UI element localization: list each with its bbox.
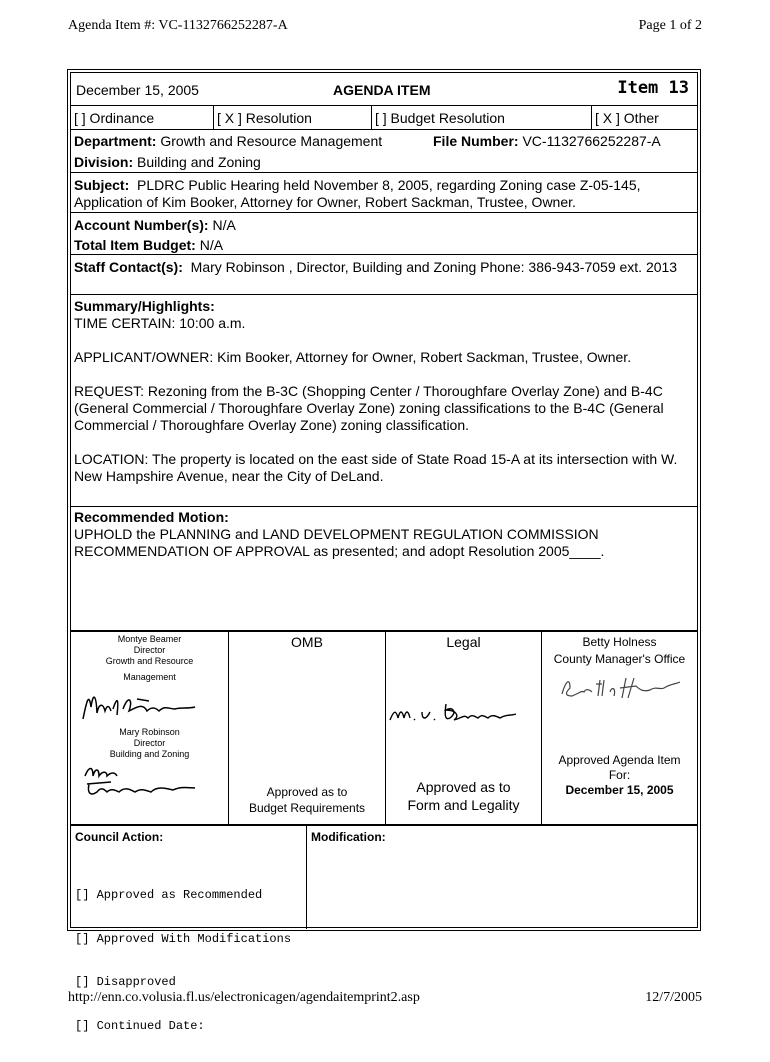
manager-approved-date: December 15, 2005 [565, 783, 674, 797]
approval-department [71, 632, 229, 824]
page-footer-date: 12/7/2005 [645, 990, 702, 1005]
approver-department: Management [123, 672, 176, 682]
approval-omb [229, 632, 386, 824]
approver-name: Mary Robinson [119, 727, 180, 737]
department-value: Growth and Resource Management [160, 133, 383, 149]
council-option: [] Continued Date: [75, 1018, 205, 1033]
account-row [71, 213, 697, 255]
omb-heading: OMB [291, 634, 323, 650]
page-header-left: Agenda Item #: VC-1132766252287-A [68, 18, 288, 33]
approver-title: Director [133, 738, 166, 748]
staff-value: Mary Robinson , Director, Building and Zoning Phone: 386-943-7059 ext. 2013 [190, 259, 678, 275]
file-number-label: File Number: [433, 133, 519, 149]
account-label: Account Number(s): [74, 217, 209, 233]
page-footer-url: http://enn.co.volusia.fl.us/electronicagen/agendaitemprint2.asp [68, 990, 420, 1005]
division-value: Building and Zoning [137, 154, 261, 170]
subject-row [71, 173, 697, 213]
file-number-value: VC-1132766252287-A [522, 133, 661, 149]
legal-form-legality: Form and Legality [407, 797, 520, 813]
approver-department: Growth and Resource [105, 656, 194, 666]
council-option: [] Disapproved [75, 975, 176, 989]
legal-approved-as: Approved as to [416, 779, 511, 795]
council-action-label: Council Action: [75, 830, 164, 844]
summary-paragraph: TIME CERTAIN: 10:00 a.m. [74, 315, 246, 331]
title-row [71, 73, 697, 106]
subject-label: Subject: [74, 177, 130, 193]
type-ordinance: [ ] Ordinance [71, 106, 214, 130]
item-number: Item 13 [617, 78, 689, 98]
type-other: [ X ] Other [595, 110, 659, 126]
motion-label: Recommended Motion: [74, 509, 229, 525]
omb-budget-requirements: Budget Requirements [248, 801, 366, 815]
approval-county-manager [542, 632, 697, 824]
modification-label: Modification: [311, 830, 386, 844]
page-header-right: Page 1 of 2 [638, 18, 702, 33]
approver-name: Montye Beamer [117, 634, 182, 644]
motion-row [71, 507, 697, 632]
approver-department: Building and Zoning [109, 749, 190, 759]
subject-value: PLDRC Public Hearing held November 8, 2005, regarding Zoning case Z-05-145, Application of Kim Booker, Attorney for Owner, Robert Sackman, Trustee, Owner. [74, 177, 641, 210]
council-option: [] Approved as Recommended [75, 888, 263, 902]
signature-beamer [79, 689, 209, 725]
type-budget-resolution: [ ] Budget Resolution [372, 106, 592, 130]
budget-label: Total Item Budget: [74, 237, 196, 253]
omb-approved-as: Approved as to [266, 785, 348, 799]
manager-approved-label: Approved Agenda Item [558, 753, 681, 767]
department-row [71, 130, 697, 173]
summary-row [71, 295, 697, 507]
approvals-row [71, 632, 697, 826]
summary-paragraph: REQUEST: Rezoning from the B-3C (Shopping Center / Thoroughfare Overlay Zone) and B-4C (General Commercial / Thoroughfare Overlay Zone) zoning classifications to the B-4C (General Commercial / Thoroughfare Overlay Zone) zoning classification. [74, 383, 664, 433]
signature-robinson [81, 764, 201, 800]
signature-brennan [388, 696, 528, 726]
manager-office: County Manager's Office [553, 652, 686, 666]
motion-value: UPHOLD the PLANNING and LAND DEVELOPMENT REGULATION COMMISSION RECOMMENDATION OF APPROVAL as presented; and adopt Resolution 2005____. [74, 526, 605, 559]
council-option: [] Approved With Modifications [75, 931, 292, 946]
staff-row [71, 255, 697, 295]
council-options [75, 859, 302, 1062]
division-label: Division: [74, 154, 134, 170]
agenda-date: December 15, 2005 [76, 82, 199, 98]
department-label: Department: [74, 133, 157, 149]
manager-name: Betty Holness [582, 635, 657, 649]
summary-paragraph: APPLICANT/OWNER: Kim Booker, Attorney for Owner, Robert Sackman, Trustee, Owner. [74, 349, 632, 365]
staff-label: Staff Contact(s): [74, 259, 183, 275]
signature-holness [556, 672, 686, 706]
manager-for-label: For: [608, 768, 631, 782]
type-resolution: [ X ] Resolution [214, 106, 372, 130]
approval-legal [386, 632, 542, 824]
item-type-row [71, 106, 697, 130]
budget-value: N/A [199, 237, 224, 253]
agenda-title: AGENDA ITEM [333, 82, 431, 98]
summary-paragraph: LOCATION: The property is located on the east side of State Road 15-A at its intersection with W. New Hampshire Avenue, near the City of DeLand. [74, 451, 678, 484]
summary-label: Summary/Highlights: [74, 298, 215, 314]
account-value: N/A [212, 217, 236, 233]
legal-heading: Legal [446, 634, 481, 650]
approver-title: Director [133, 645, 166, 655]
